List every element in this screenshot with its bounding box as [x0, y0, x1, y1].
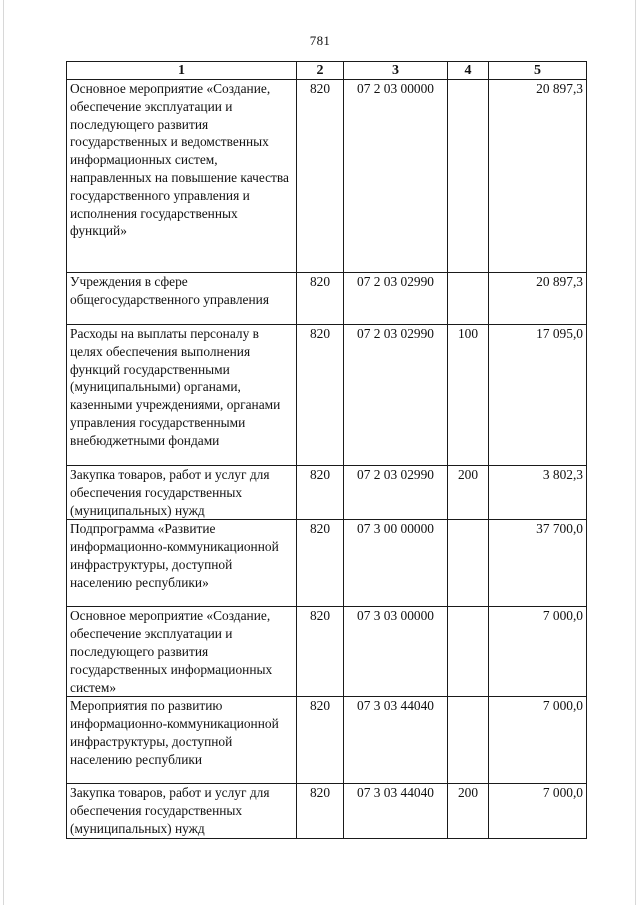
row-name: Закупка товаров, работ и услуг для обеспечения государственных (муниципальных) нужд — [67, 784, 297, 838]
row-admin-code: 820 — [297, 466, 344, 520]
row-expense-type: 100 — [448, 325, 489, 466]
row-admin-code: 820 — [297, 325, 344, 466]
row-name: Основное мероприятие «Создание, обеспечение эксплуатации и последующего развития государственных и ведомственных информационных систем, направленных на повышение качества государственного управления и исполнения государственных функций» — [67, 80, 297, 273]
row-expense-type: 200 — [448, 466, 489, 520]
row-name: Расходы на выплаты персоналу в целях обеспечения выполнения функций государственными (муниципальными) органами, казенными учреждениями, органами управления государственными внебюджетными фондами — [67, 325, 297, 466]
scan-edge-right — [635, 0, 636, 905]
row-target-code: 07 3 00 00000 — [344, 520, 448, 607]
header-col-1: 1 — [67, 62, 297, 80]
table-row — [67, 697, 587, 784]
row-name: Закупка товаров, работ и услуг для обеспечения государственных (муниципальных) нужд — [67, 466, 297, 520]
row-expense-type — [448, 607, 489, 697]
row-amount: 7 000,0 — [489, 784, 587, 838]
row-admin-code: 820 — [297, 607, 344, 697]
row-admin-code: 820 — [297, 697, 344, 784]
row-amount: 20 897,3 — [489, 273, 587, 325]
header-col-5: 5 — [489, 62, 587, 80]
row-name: Подпрограмма «Развитие информационно-коммуникационной инфраструктуры, доступной населению республики» — [67, 520, 297, 607]
header-col-2: 2 — [297, 62, 344, 80]
page-number: 781 — [309, 33, 331, 48]
header-row — [67, 62, 587, 80]
row-name: Основное мероприятие «Создание, обеспечение эксплуатации и последующего развития государственных информационных систем» — [67, 607, 297, 697]
row-name: Мероприятия по развитию информационно-коммуникационной инфраструктуры, доступной населению республики — [67, 697, 297, 784]
table-row — [67, 80, 587, 273]
row-admin-code: 820 — [297, 520, 344, 607]
row-target-code: 07 3 03 44040 — [344, 784, 448, 838]
table-row — [67, 607, 587, 697]
row-amount: 7 000,0 — [489, 607, 587, 697]
row-target-code: 07 3 03 44040 — [344, 697, 448, 784]
table-header — [67, 62, 587, 80]
row-admin-code: 820 — [297, 80, 344, 273]
scan-edge-left — [3, 0, 4, 905]
row-amount: 7 000,0 — [489, 697, 587, 784]
row-target-code: 07 2 03 02990 — [344, 273, 448, 325]
table-row — [67, 273, 587, 325]
row-target-code: 07 2 03 02990 — [344, 325, 448, 466]
table-row — [67, 520, 587, 607]
row-amount: 20 897,3 — [489, 80, 587, 273]
row-expense-type — [448, 273, 489, 325]
header-col-4: 4 — [448, 62, 489, 80]
table-row — [67, 325, 587, 466]
table-row — [67, 466, 587, 520]
row-amount: 17 095,0 — [489, 325, 587, 466]
budget-table — [66, 61, 587, 839]
row-admin-code: 820 — [297, 784, 344, 838]
table-body — [67, 80, 587, 839]
row-target-code: 07 2 03 02990 — [344, 466, 448, 520]
row-expense-type — [448, 520, 489, 607]
row-target-code: 07 3 03 00000 — [344, 607, 448, 697]
row-amount: 3 802,3 — [489, 466, 587, 520]
row-name: Учреждения в сфере общегосударственного управления — [67, 273, 297, 325]
row-expense-type: 200 — [448, 784, 489, 838]
row-expense-type — [448, 80, 489, 273]
row-amount: 37 700,0 — [489, 520, 587, 607]
header-col-3: 3 — [344, 62, 448, 80]
table-row — [67, 784, 587, 838]
row-admin-code: 820 — [297, 273, 344, 325]
row-expense-type — [448, 697, 489, 784]
row-target-code: 07 2 03 00000 — [344, 80, 448, 273]
